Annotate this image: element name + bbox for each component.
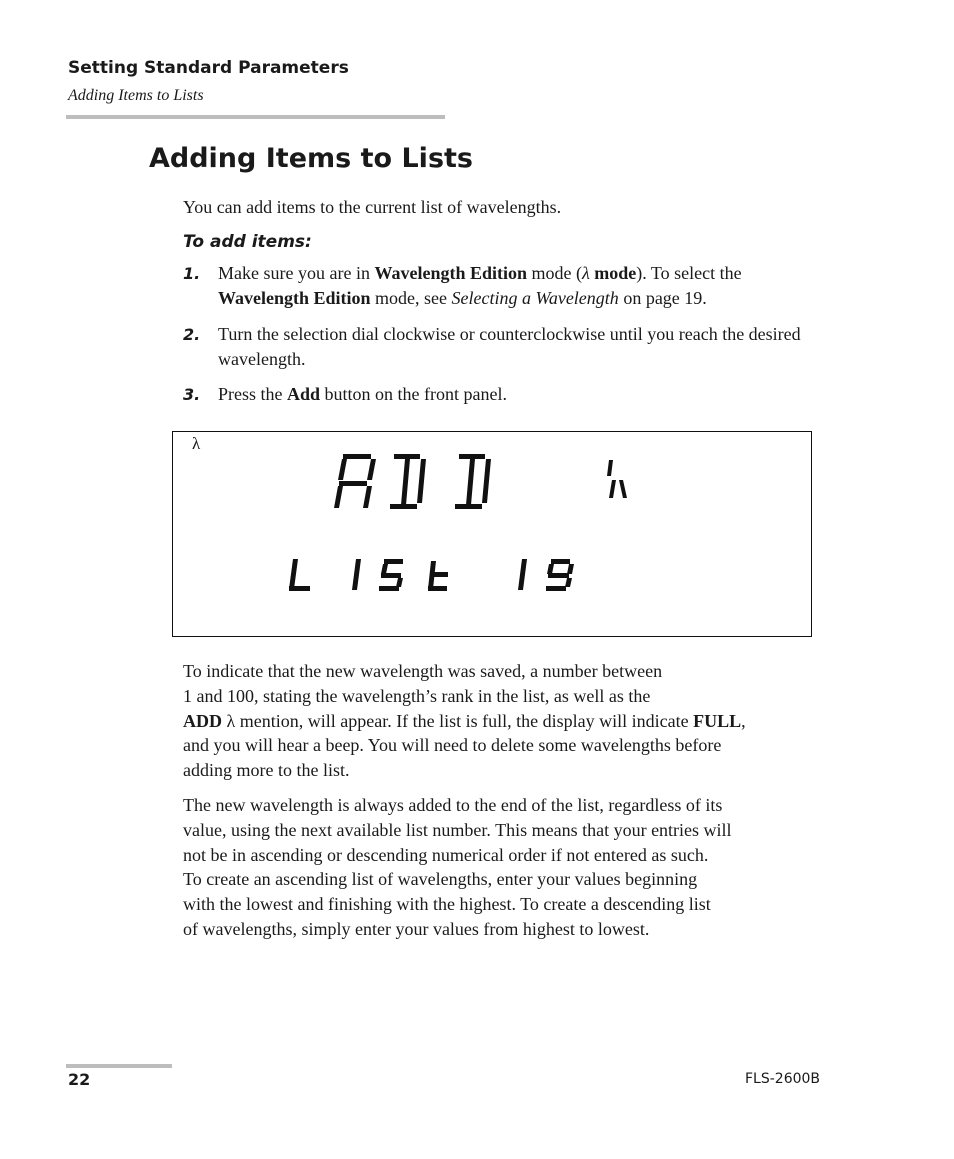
step-2 — [183, 322, 823, 371]
footer-rule — [66, 1064, 172, 1068]
step-3 — [183, 382, 823, 407]
step-number: 3. — [183, 385, 201, 404]
cross-reference-link[interactable]: Selecting a Wavelength — [451, 287, 619, 308]
lcd-line-2 — [173, 433, 174, 434]
paragraph-order: The new wavelength is always added to the end of the list, regardless of its value, using the next available list number. This means that your entries will not be in ascending or descending numerical order if not entered as such. To create an ascending list of wavelengths, enter your values beginning with the lowest and finishing with the highest. To create a descending list of wavelengths, simply enter your values from highest to lowest. — [183, 795, 732, 939]
step-number: 2. — [183, 325, 201, 344]
lcd-char-l — [289, 559, 310, 591]
lcd-char-s — [379, 559, 403, 591]
lambda-indicator: λ — [192, 434, 201, 453]
lcd-char-1 — [518, 559, 527, 590]
page-heading: Adding Items to Lists — [149, 143, 473, 174]
lcd-char-d — [390, 454, 426, 509]
lcd-lambda-symbol — [607, 460, 627, 498]
intro-paragraph: You can add items to the current list of wavelengths. — [183, 197, 562, 217]
subsection-title: Adding Items to Lists — [68, 87, 204, 104]
lcd-char-9 — [546, 559, 574, 591]
product-model: FLS-2600B — [745, 1071, 821, 1087]
lcd-char-a — [334, 454, 376, 508]
step-number: 1. — [183, 264, 201, 283]
step-text: Press the Add button on the front panel. — [218, 384, 507, 404]
procedure-label: To add items: — [183, 232, 312, 252]
lcd-char-d — [455, 454, 491, 509]
header-rule — [66, 115, 445, 119]
section-title: Setting Standard Parameters — [68, 58, 349, 78]
lcd-display — [172, 431, 812, 637]
step-text: Turn the selection dial clockwise or counterclockwise until you reach the desired wavelength. — [218, 324, 801, 369]
paragraph-result: To indicate that the new wavelength was saved, a number between 1 and 100, stating the wavelength’s rank in the list, as well as the ADD λ mention, will appear. If the list is full, the display will indicate FULL, and you will hear a beep. You will need to delete some wavelengths before adding more to the list. — [183, 661, 746, 781]
step-text: Make sure you are in Wavelength Edition mode (λ mode). To select the Wavelength Edition mode, see Selecting a Wavelength on page 19. — [218, 263, 742, 308]
step-1 — [183, 261, 823, 310]
page-number: 22 — [68, 1070, 91, 1089]
lcd-char-i — [352, 559, 361, 590]
lcd-char-t — [428, 561, 448, 591]
